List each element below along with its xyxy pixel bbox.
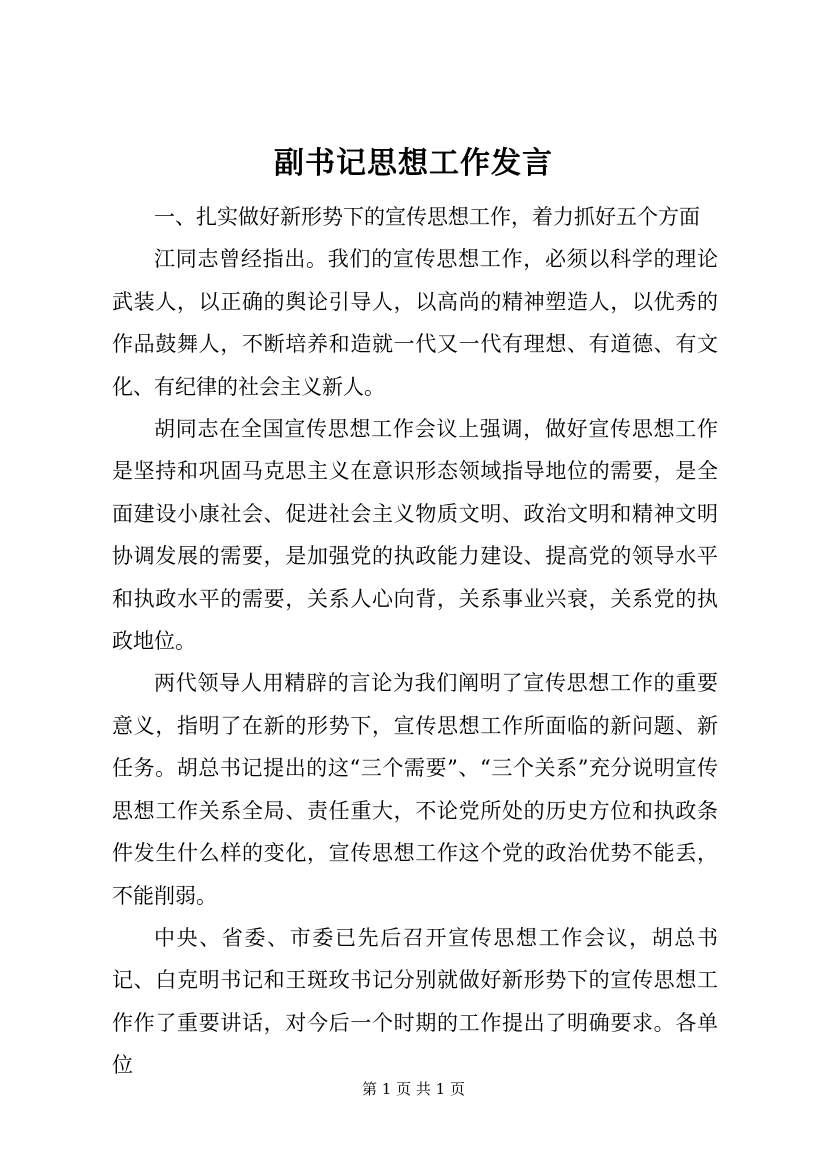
paragraph: 胡同志在全国宣传思想工作会议上强调，做好宣传思想工作是坚持和巩固马克思主义在意识形态领域指导地位的需要，是全面建设小康社会、促进社会主义物质文明、政治文明和精神文明协调发展的需要，是加强党的执政能力建设、提高党的领导水平和执政水平的需要，关系人心向背，关系事业兴衰，关系党的执政地位。 — [112, 417, 718, 654]
document-title: 副书记思想工作发言 — [274, 146, 553, 181]
document-body — [112, 196, 718, 1087]
page-footer: 第 1 页 共 1 页 — [362, 1080, 465, 1098]
paragraph: 一、扎实做好新形势下的宣传思想工作，着力抓好五个方面 — [154, 205, 700, 229]
paragraph: 中央、省委、市委已先后召开宣传思想工作会议，胡总书记、白克明书记和王斑玫书记分别就做好新形势下的宣传思想工作作了重要讲话，对今后一个时期的工作提出了明确要求。各单位 — [112, 925, 718, 1078]
paragraph: 江同志曾经指出。我们的宣传思想工作，必须以科学的理论武装人，以正确的舆论引导人，以高尚的精神塑造人，以优秀的作品鼓舞人，不断培养和造就一代又一代有理想、有道德、有文化、有纪律的社会主义新人。 — [112, 247, 718, 399]
paragraph: 两代领导人用精辟的言论为我们阐明了宣传思想工作的重要意义，指明了在新的形势下，宣传思想工作所面临的新问题、新任务。胡总书记提出的这“三个需要”、“三个关系”充分说明宣传思想工作关系全局、责任重大，不论党所处的历史方位和执政条件发生什么样的变化，宣传思想工作这个党的政治优势不能丢，不能削弱。 — [112, 671, 718, 908]
